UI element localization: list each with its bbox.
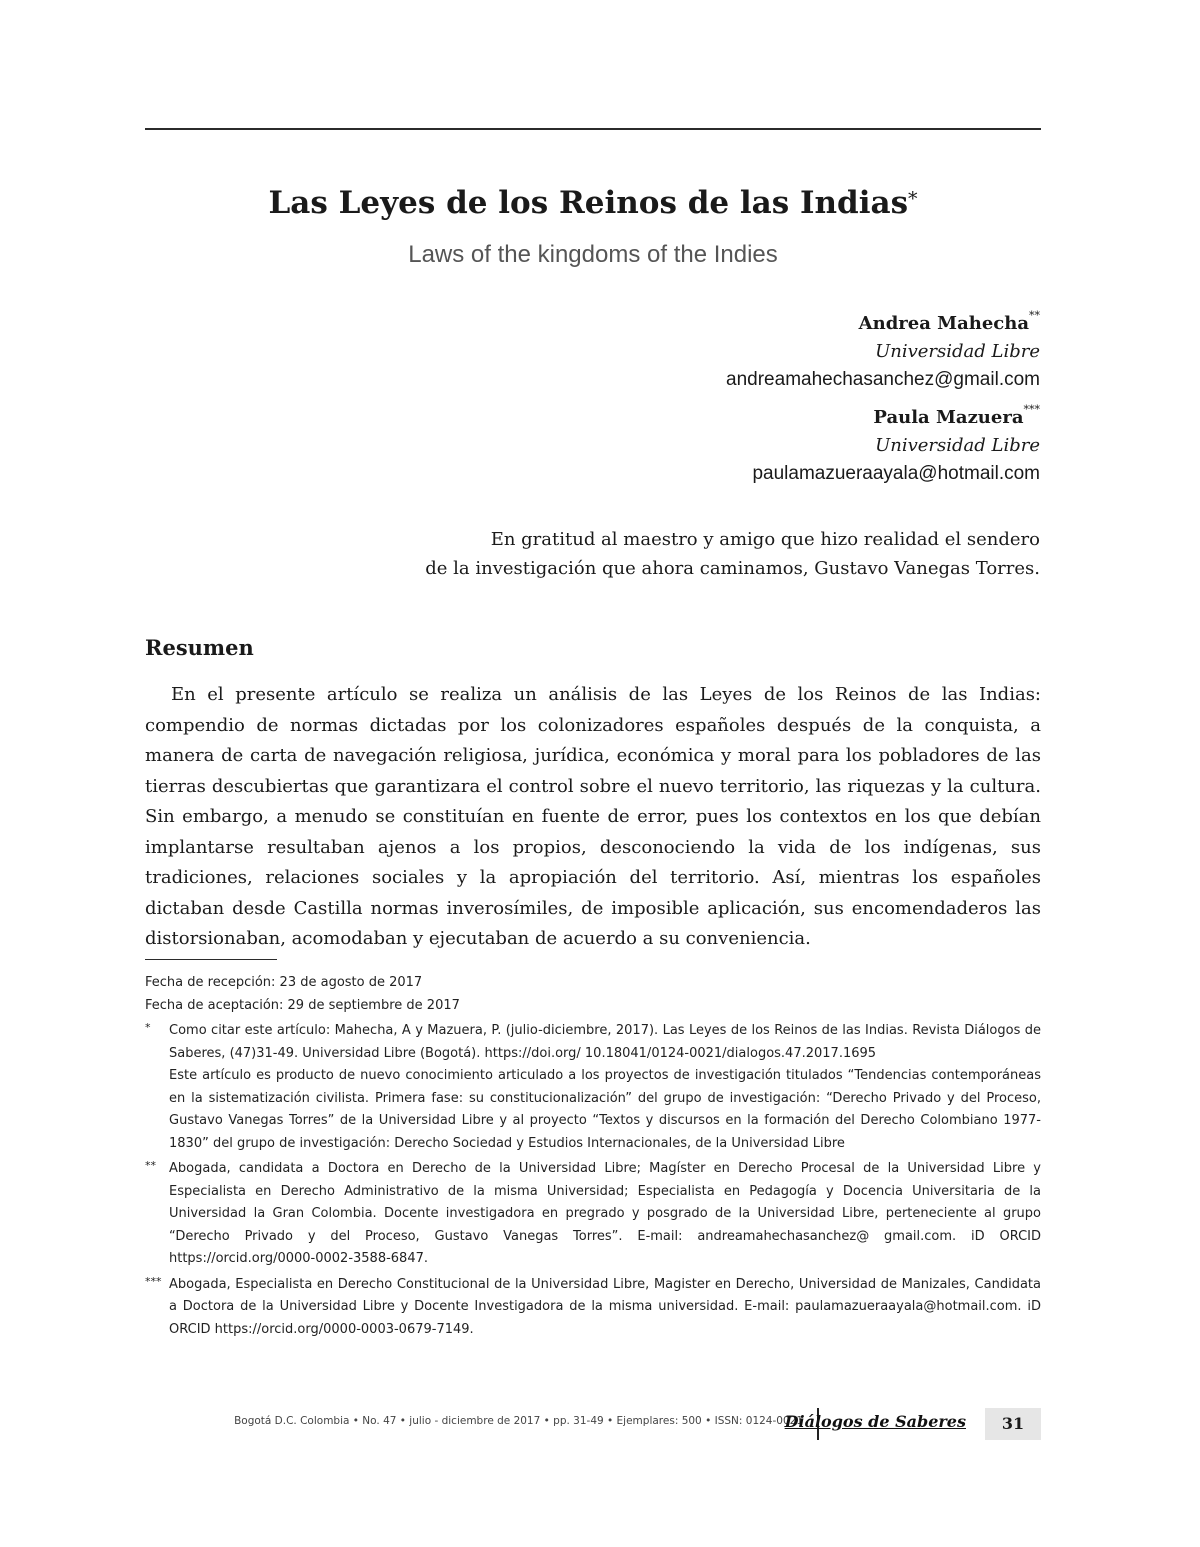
page-number: 31 bbox=[985, 1408, 1041, 1440]
author-email[interactable]: paulamazueraayala@hotmail.com bbox=[752, 463, 1040, 484]
journal-logo: Diálogos de Saberes bbox=[784, 1412, 966, 1431]
page-footer bbox=[145, 1408, 1041, 1440]
author-name: Paula Mazuera*** bbox=[873, 403, 1040, 428]
article-title: Las Leyes de los Reinos de las Indias* bbox=[268, 185, 918, 221]
footnote-1: * Como citar este artículo: Mahecha, A y Mazuera, P. (julio-diciembre, 2017). Las Leyes de los Reinos de las Indias. Revista Diálogos de Saberes, (47)31-49. Universidad Libre (Bogotá). https://doi.org/ 10.18041/0124-0021/dialogos.47.2017.1695 Este artículo es producto de nuevo conocimiento articulado a los proyectos de investigación titulados “Tendencias contemporáneas en la sistematización civilista. Primera fase: su constitucionalización” del grupo de investigación: “Derecho Privado y del Proceso, Gustavo Vanegas Torres” de la Universidad Libre y al proyecto “Textos y discursos en la formación del Derecho Colombiano 1977-1830” del grupo de investigación: Derecho Sociedad y Estudios Internacionales, de la Universidad Libre bbox=[145, 1021, 1041, 1151]
abstract-heading: Resumen bbox=[145, 635, 254, 660]
title-footnote-mark: * bbox=[908, 188, 918, 210]
accepted-date: Fecha de aceptación: 29 de septiembre de 2017 bbox=[145, 997, 460, 1013]
footnote-separator bbox=[145, 959, 277, 960]
header-rule bbox=[145, 128, 1041, 130]
abstract-text: En el presente artículo se realiza un análisis de las Leyes de los Reinos de las Indias: compendio de normas dictadas por los colonizadores españoles después de la conquista, a manera de carta de navegación religiosa, jurídica, económica y moral para los pobladores de las tierras descubiertas que garantizara el control sobre el nuevo territorio, las riquezas y la cultura. Sin embargo, a menudo se constituían en fuente de error, pues los contextos en los que debían implantarse resultaban ajenos a los propios, desconociendo la vida de los indígenas, sus tradiciones, relaciones sociales y la apropiación del territorio. Así, mientras los españoles dictaban desde Castilla normas inverosímiles, de imposible aplicación, sus encomendaderos las distorsionaban, acomodaban y ejecutaban de acuerdo a su conveniencia. bbox=[145, 684, 1041, 949]
publication-meta: Bogotá D.C. Colombia • No. 47 • julio - diciembre de 2017 • pp. 31-49 • Ejemplares: 500 • ISSN: 0124-0021 bbox=[234, 1415, 803, 1427]
footnote-2: ** Abogada, candidata a Doctora en Derecho de la Universidad Libre; Magíster en Derecho Procesal de la Universidad Libre y Especialista en Derecho Administrativo de la misma Universidad; Especialista en Pedagogía y Docencia Universitaria de la Universidad la Gran Colombia. Docente investigadora en pregrado y posgrado de la Universidad Libre, perteneciente al grupo “Derecho Privado y del Proceso, Gustavo Vanegas Torres”. E-mail: andreamahechasanchez@ gmail.com. iD ORCID https://orcid.org/0000-0002-3588-6847. bbox=[145, 1159, 1041, 1266]
dedication: En gratitud al maestro y amigo que hizo realidad el sendero de la investigación que ahora caminamos, Gustavo Vanegas Torres. bbox=[425, 529, 1040, 579]
received-date: Fecha de recepción: 23 de agosto de 2017 bbox=[145, 975, 423, 990]
author-block-2 bbox=[752, 399, 1040, 488]
author-name: Andrea Mahecha** bbox=[858, 309, 1040, 334]
author-affiliation: Universidad Libre bbox=[875, 341, 1040, 362]
author-affiliation: Universidad Libre bbox=[875, 435, 1040, 456]
footnote-3: *** Abogada, Especialista en Derecho Constitucional de la Universidad Libre, Magister en Derecho, Universidad de Manizales, Candidata a Doctora de la Universidad Libre y Docente Investigadora de la misma universidad. E-mail: paulamazueraayala@hotmail.com. iD ORCID https://orcid.org/0000-0003-0679-7149. bbox=[145, 1274, 1041, 1337]
author-block-1 bbox=[726, 305, 1040, 394]
author-email[interactable]: andreamahechasanchez@gmail.com bbox=[726, 369, 1040, 390]
article-subtitle: Laws of the kingdoms of the Indies bbox=[408, 241, 778, 268]
footnotes bbox=[145, 972, 1041, 1341]
